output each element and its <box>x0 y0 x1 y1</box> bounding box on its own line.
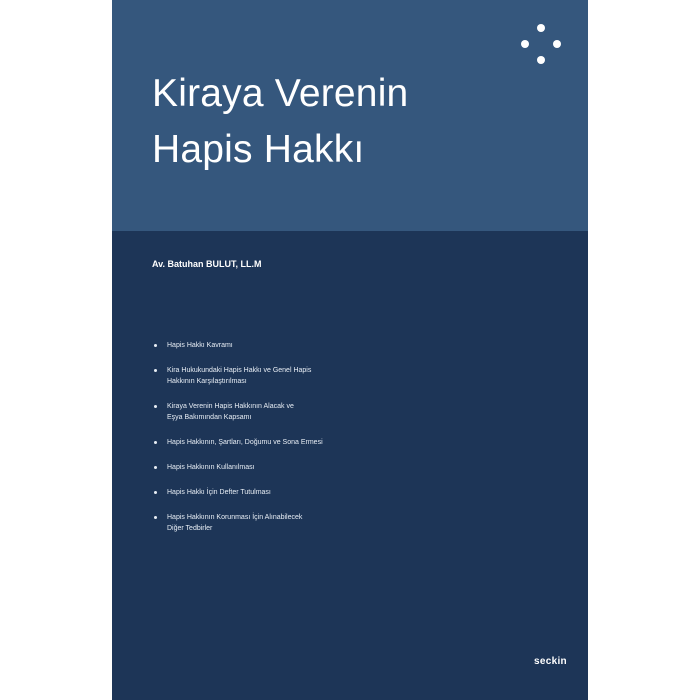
contents-item-text: Hapis Hakkının, Şartları, Doğumu ve Sona Ermesi <box>167 439 323 446</box>
contents-item <box>152 401 412 423</box>
contents-item-text: Kiraya Verenin Hapis Hakkının Alacak ve <box>167 403 294 410</box>
contents-item-text-cont: Hakkının Karşılaştırılması <box>167 378 247 385</box>
book-title-line-1: Kiraya Verenin <box>152 72 409 115</box>
contents-item-text: Hapis Hakkı Kavramı <box>167 342 233 349</box>
four-dot-logo-icon <box>516 20 566 70</box>
contents-item-text: Hapis Hakkı İçin Defter Tutulması <box>167 489 271 496</box>
logo-dot <box>521 40 529 48</box>
contents-item-text-cont: Eşya Bakımından Kapsamı <box>167 414 252 421</box>
publisher-logo: seckin <box>534 656 567 667</box>
contents-item-text: Hapis Hakkının Kullanılması <box>167 464 255 471</box>
book-author: Av. Batuhan BULUT, LL.M <box>152 259 262 269</box>
contents-item-text-cont: Diğer Tedbirler <box>167 525 213 532</box>
book-title <box>152 66 408 178</box>
logo-dot <box>553 40 561 48</box>
logo-dot <box>537 24 545 32</box>
contents-item-text: Kira Hukukundaki Hapis Hakkı ve Genel Hapis <box>167 367 312 374</box>
contents-item <box>152 365 412 387</box>
contents-item <box>152 512 412 534</box>
contents-item <box>152 340 412 351</box>
contents-item <box>152 437 412 448</box>
book-cover <box>112 0 588 700</box>
contents-item <box>152 462 412 473</box>
contents-list <box>152 340 412 548</box>
contents-item <box>152 487 412 498</box>
contents-item-text: Hapis Hakkının Korunması İçin Alınabilecek <box>167 514 303 521</box>
book-title-line-2: Hapis Hakkı <box>152 128 365 171</box>
logo-dot <box>537 56 545 64</box>
